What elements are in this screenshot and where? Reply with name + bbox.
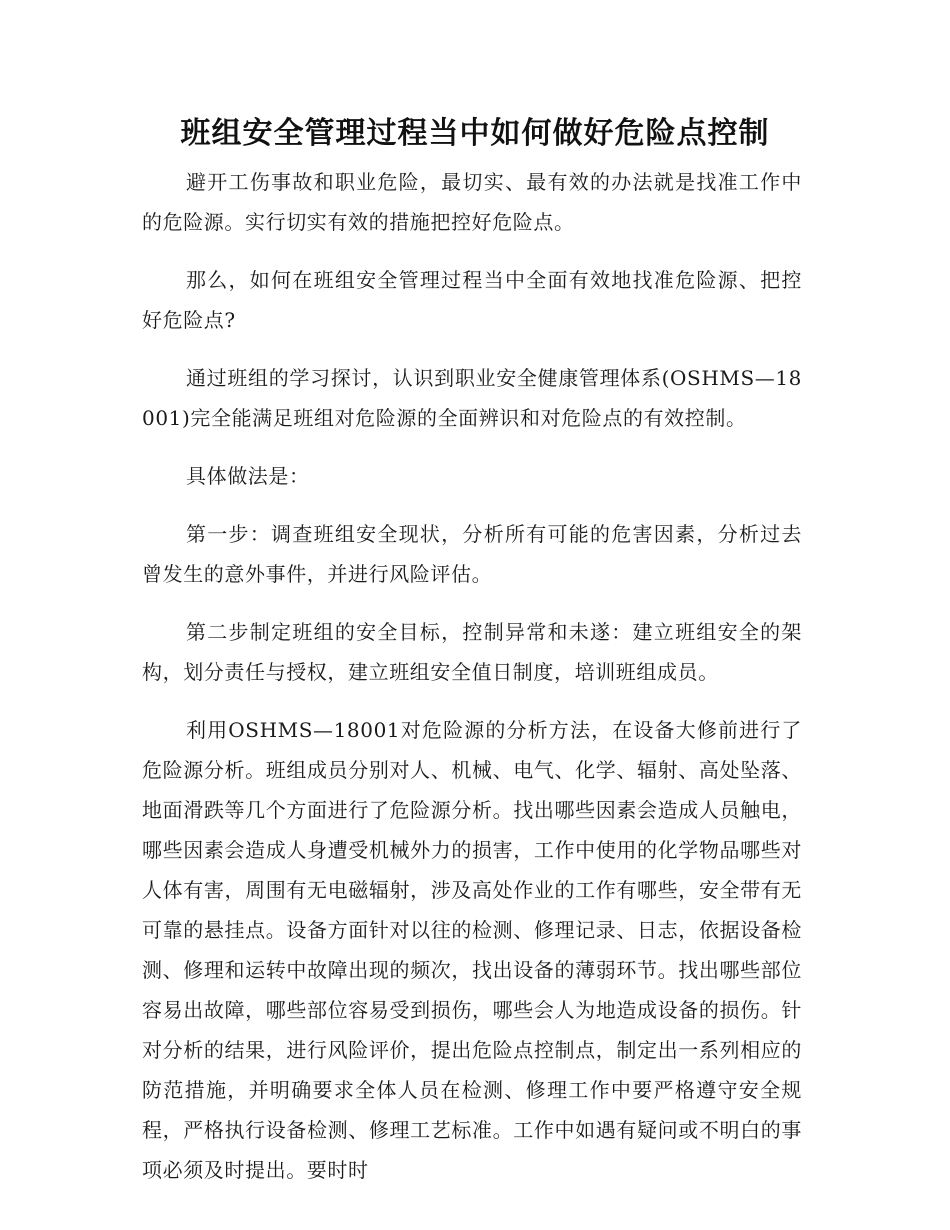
document-title: 班组安全管理过程当中如何做好危险点控制	[180, 116, 770, 151]
paragraph-1: 避开工伤事故和职业危险，最切实、最有效的办法就是找准工作中的危险源。实行切实有效的措施把控好危险点。	[142, 170, 802, 234]
paragraph-3: 通过班组的学习探讨，认识到职业安全健康管理体系(OSHMS—18001)完全能满足班组对危险源的全面辨识和对危险点的有效控制。	[142, 366, 802, 430]
paragraph-7: 利用OSHMS—18001对危险源的分析方法，在设备大修前进行了危险源分析。班组成员分别对人、机械、电气、化学、辐射、高处坠落、地面滑跌等几个方面进行了危险源分析。找出哪些因素会造成人员触电，哪些因素会造成人身遭受机械外力的损害，工作中使用的化学物品哪些对人体有害，周围有无电磁辐射，涉及高处作业的工作有哪些，安全带有无可靠的悬挂点。设备方面针对以往的检测、修理记录、日志，依据设备检测、修理和运转中故障出现的频次，找出设备的薄弱环节。找出哪些部位容易出故障，哪些部位容易受到损伤，哪些会人为地造成设备的损伤。针对分析的结果，进行风险评价，提出危险点控制点，制定出一系列相应的防范措施，并明确要求全体人员在检测、修理工作中要严格遵守安全规程，严格执行设备检测、修理工艺标准。工作中如遇有疑问或不明白的事项必须及时提出。要时时	[142, 718, 802, 1182]
paragraph-6: 第二步制定班组的安全目标，控制异常和未遂：建立班组安全的架构，划分责任与授权，建立班组安全值日制度，培训班组成员。	[142, 620, 802, 684]
document-body	[142, 162, 802, 1208]
paragraph-2: 那么，如何在班组安全管理过程当中全面有效地找准危险源、把控好危险点?	[142, 268, 802, 332]
paragraph-5: 第一步：调查班组安全现状，分析所有可能的危害因素，分析过去曾发生的意外事件，并进行风险评估。	[142, 522, 802, 586]
paragraph-4: 具体做法是：	[186, 464, 310, 488]
